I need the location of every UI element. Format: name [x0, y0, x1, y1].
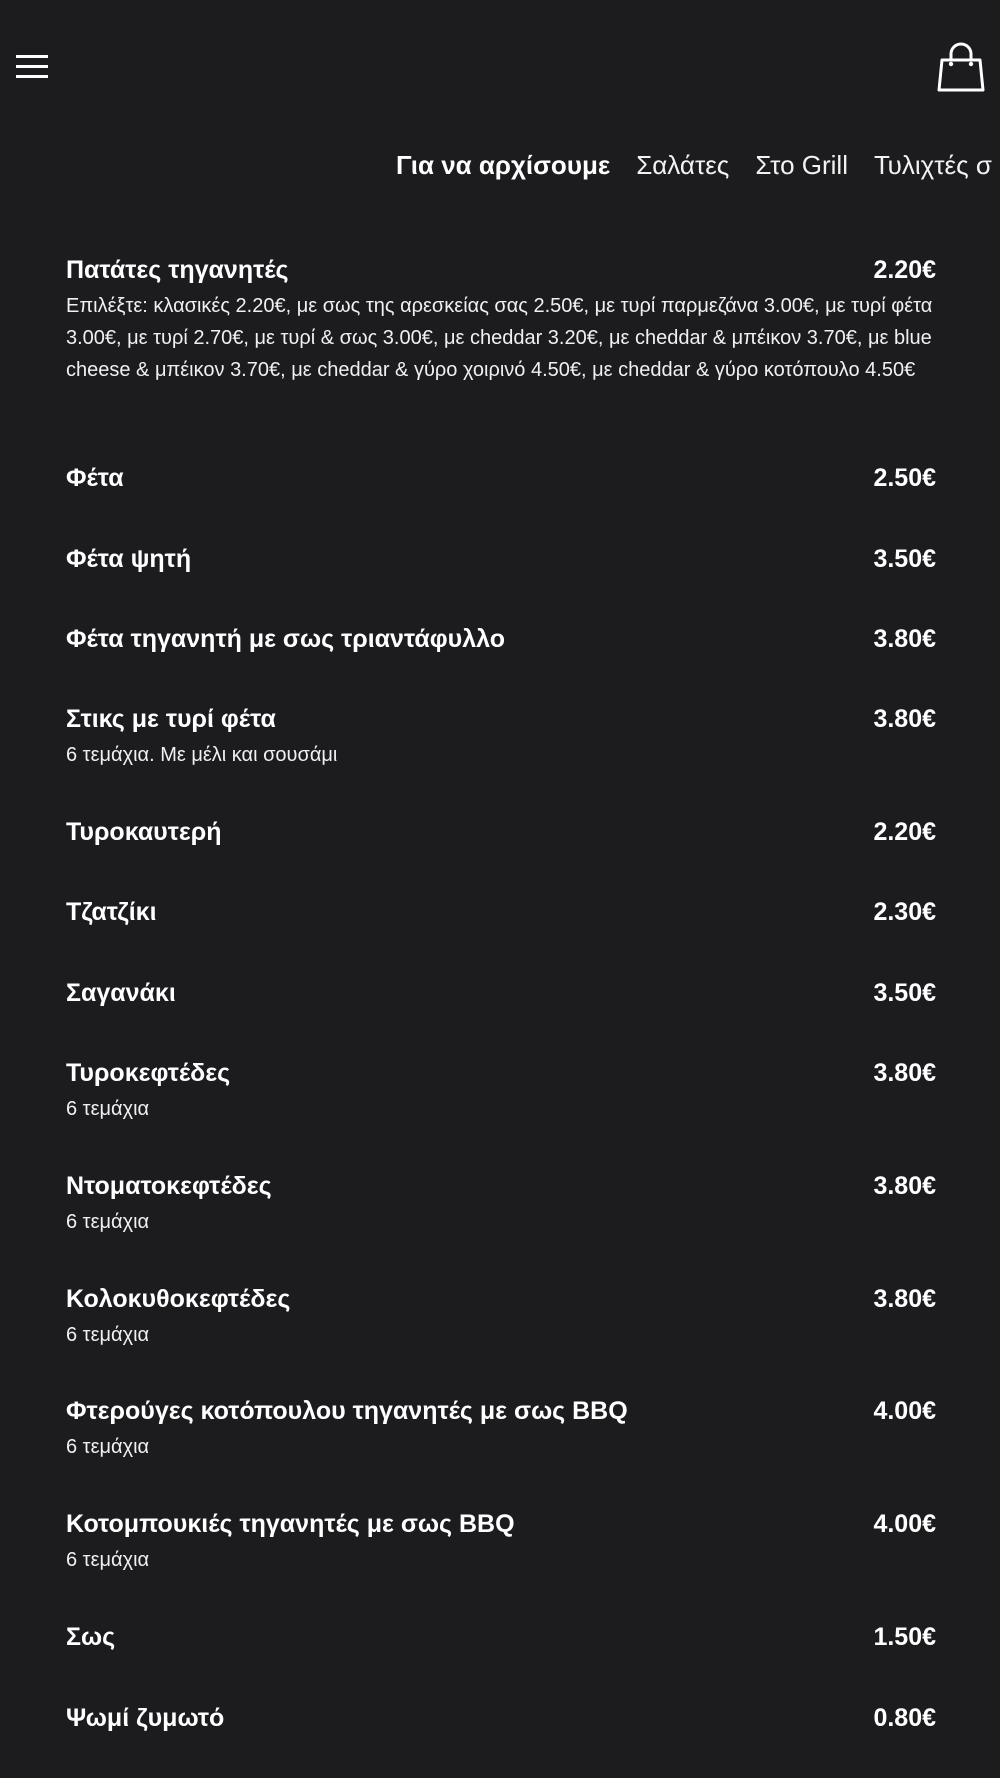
menu-item[interactable]	[66, 699, 936, 771]
menu-item[interactable]	[66, 1617, 936, 1657]
menu-item-price: 2.20€	[873, 256, 936, 284]
menu-item[interactable]	[66, 539, 936, 579]
menu-item-name: Φέτα ψητή	[66, 545, 192, 573]
menu-item-name: Κολοκυθοκεφτέδες	[66, 1285, 291, 1313]
category-tabs	[396, 147, 1000, 183]
top-bar	[0, 0, 1000, 130]
menu-item-name: Ψωμί ζυμωτό	[66, 1704, 225, 1732]
menu-item[interactable]	[66, 1504, 936, 1576]
menu-item[interactable]	[66, 1053, 936, 1125]
menu-item-name: Σως	[66, 1623, 116, 1651]
menu-item-name: Τζατζίκι	[66, 898, 157, 926]
menu-item-name: Κοτομπουκιές τηγανητές με σως BBQ	[66, 1510, 515, 1538]
menu-item-description: 6 τεμάχια	[66, 1098, 150, 1120]
menu-item-price: 3.80€	[873, 625, 936, 653]
menu-item-description: 6 τεμάχια	[66, 1436, 150, 1458]
menu-item-name: Τυροκεφτέδες	[66, 1059, 231, 1087]
menu-item[interactable]	[66, 250, 936, 386]
menu-item-description: 6 τεμάχια	[66, 1211, 150, 1233]
menu-item-price: 4.00€	[873, 1510, 936, 1538]
menu-item-description: Επιλέξτε: κλασικές 2.20€, με σως της αρεσκείας σας 2.50€, με τυρί παρμεζάνα 3.00€, με τυρί φέτα 3.00€, με τυρί 2.70€, με τυρί & σως 3.00€, με cheddar 3.20€, με cheddar & μπέικον 3.70€, με blue cheese & μπέικον 3.70€, με cheddar & γύρο χοιρινό 4.50€, με cheddar & γύρο κοτόπουλο 4.50€	[66, 295, 933, 381]
hamburger-menu-icon[interactable]	[14, 52, 50, 82]
menu-item-price: 2.30€	[873, 898, 936, 926]
menu-item-price: 0.80€	[873, 1704, 936, 1732]
menu-item-price: 3.80€	[873, 1059, 936, 1087]
menu-item-price: 3.50€	[873, 979, 936, 1007]
menu-item-price: 3.80€	[873, 1172, 936, 1200]
menu-item-name: Στικς με τυρί φέτα	[66, 705, 276, 733]
menu-item-name: Ντοματοκεφτέδες	[66, 1172, 272, 1200]
menu-item[interactable]	[66, 1391, 936, 1463]
menu-item[interactable]	[66, 1166, 936, 1238]
menu-item[interactable]	[66, 892, 936, 932]
menu-item-price: 2.50€	[873, 464, 936, 492]
shopping-bag-icon[interactable]	[936, 42, 986, 94]
tab-category[interactable]: Σαλάτες	[636, 150, 730, 180]
menu-item-price: 2.20€	[873, 818, 936, 846]
tab-category[interactable]: Τυλιχτές σ	[873, 150, 992, 180]
menu-item[interactable]	[66, 619, 936, 659]
menu-item-price: 3.80€	[873, 705, 936, 733]
menu-item[interactable]	[66, 1698, 936, 1738]
menu-item[interactable]	[66, 973, 936, 1013]
menu-item-name: Τυροκαυτερή	[66, 818, 222, 846]
menu-item[interactable]	[66, 812, 936, 852]
menu-item-description: 6 τεμάχια	[66, 1549, 150, 1571]
menu-item-name: Πατάτες τηγανητές	[66, 256, 289, 284]
menu-item-price: 4.00€	[873, 1397, 936, 1425]
menu-item-name: Φέτα τηγανητή με σως τριαντάφυλλο	[66, 625, 505, 653]
menu-item-name: Φτερούγες κοτόπουλου τηγανητές με σως BBQ	[66, 1397, 628, 1425]
menu-item-price: 3.50€	[873, 545, 936, 573]
tab-category[interactable]: Για να αρχίσουμε	[396, 150, 611, 180]
menu-item-price: 3.80€	[873, 1285, 936, 1313]
menu-item-name: Φέτα	[66, 464, 124, 492]
menu-item-name: Σαγανάκι	[66, 979, 176, 1007]
menu-item-price: 1.50€	[873, 1623, 936, 1651]
menu-item-description: 6 τεμάχια	[66, 1324, 150, 1346]
menu-item-description: 6 τεμάχια. Με μέλι και σουσάμι	[66, 744, 338, 766]
tab-category[interactable]: Στο Grill	[755, 150, 848, 180]
menu-item[interactable]	[66, 458, 936, 498]
menu-item[interactable]	[66, 1279, 936, 1351]
